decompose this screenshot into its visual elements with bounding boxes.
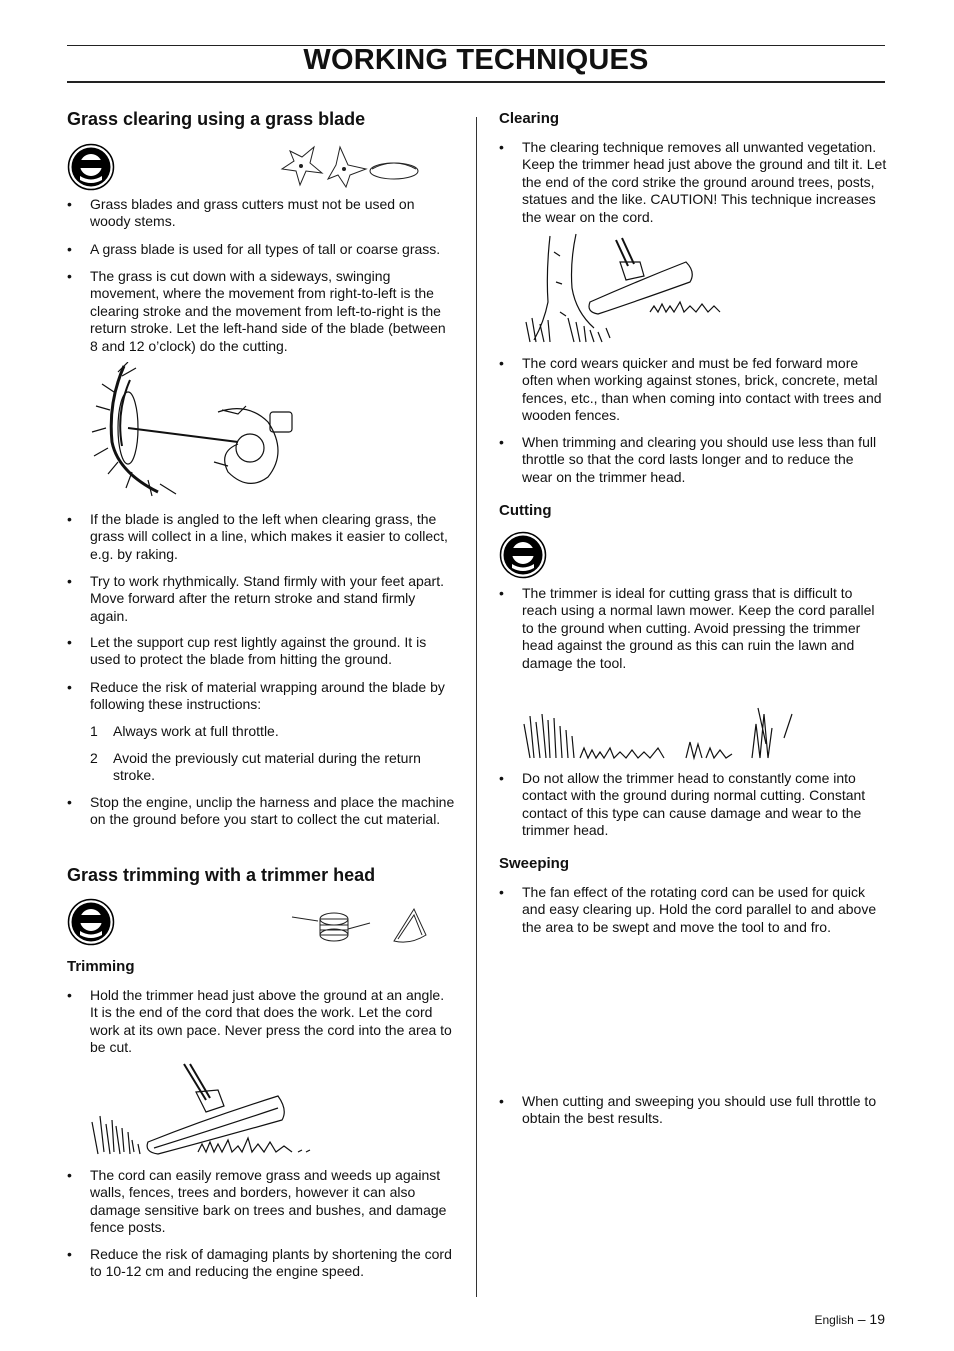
cutting-illustration [520, 704, 800, 762]
footer-language: English [814, 1313, 854, 1327]
column-divider [476, 117, 477, 1297]
sweeping-heading: Sweeping [499, 855, 570, 872]
page-footer [815, 1311, 886, 1327]
trimmer-head-icon [290, 905, 430, 947]
grass-blade-clearing-illustration [88, 362, 308, 502]
eye-protection-icon [67, 143, 115, 191]
eye-protection-icon [499, 531, 547, 579]
trimming-illustration [88, 1062, 313, 1158]
title-rule [67, 81, 885, 83]
blade-heading: Grass clearing using a grass blade [67, 109, 366, 129]
trimmer-heading: Grass trimming with a trimmer head [67, 865, 376, 885]
cutting-heading: Cutting [499, 502, 552, 519]
clearing-heading: Clearing [499, 110, 560, 127]
clearing-illustration [520, 232, 730, 344]
trimming-heading: Trimming [67, 958, 135, 975]
eye-protection-icon [67, 898, 115, 946]
page-title: WORKING TECHNIQUES [303, 44, 649, 76]
page-number: – 19 [857, 1311, 885, 1327]
grass-blade-icon [280, 143, 420, 189]
